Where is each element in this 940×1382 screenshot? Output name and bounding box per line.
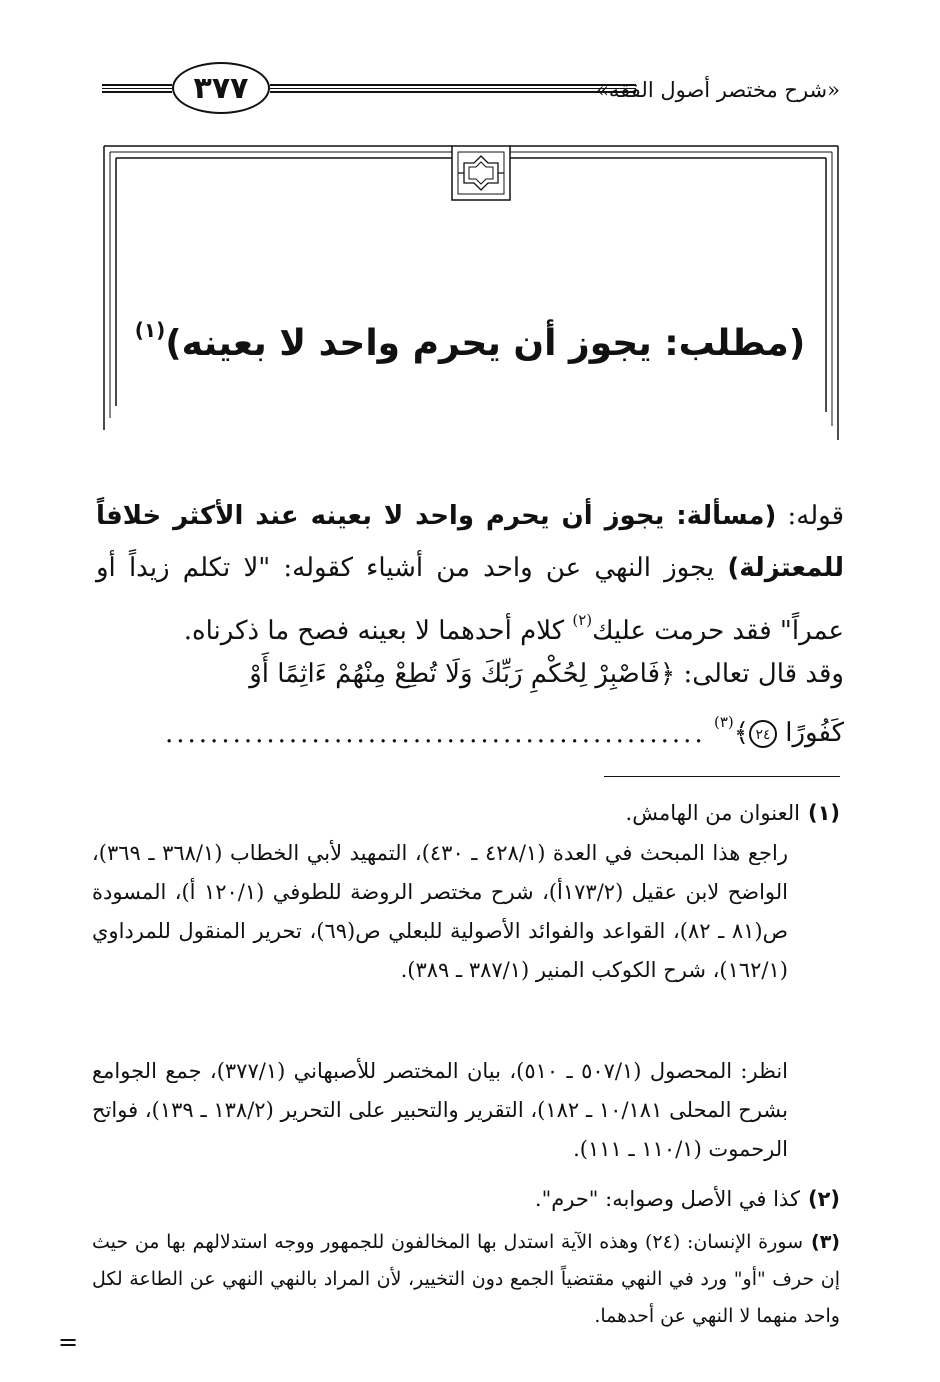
verse-text-2: كَفُورًا: [785, 718, 844, 748]
para1-intro: قوله:: [776, 501, 844, 531]
footnote-2-number: (٢): [807, 1187, 840, 1211]
verse-text-1: ﴿فَاصْبِرْ لِحُكْمِ رَبِّكَ وَلَا تُطِعْ مِنْهُمْ ءَاثِمًا أَوْ: [249, 659, 676, 689]
para1-rest-a: يجوز النهي عن واحد من أشياء كقوله: "لا تكلم زيداً أو عمراً" فقد حرمت عليك: [96, 553, 844, 646]
continuation-dots: ................................................: [165, 719, 706, 749]
chapter-title-text: (مطلب: يجوز أن يحرم واحد لا بعينه): [165, 323, 806, 364]
footnote-3-text: سورة الإنسان: (٢٤) وهذه الآية استدل بها المخالفون للجمهور ووجه استدلالهم بها من حيث إن حرف "أو" ورد في النهي مقتضياً الجمع دون التخيير، لأن المراد بالنهي النهي عن الطاعة لكل واحد منهما لا النهي عن أحدهما.: [92, 1231, 840, 1327]
footnote-2-text: كذا في الأصل وصوابه: "حرم".: [534, 1187, 800, 1211]
para1-rest-b: كلام أحدهما لا بعينه فصح ما ذكرناه.: [183, 616, 573, 646]
para2-footnote-ref: (٣): [713, 713, 734, 731]
verse-line-2: [96, 696, 844, 760]
ornament-icon: [452, 146, 510, 200]
verse-close: ﴾: [733, 718, 749, 748]
running-title: «شرح مختصر أصول الفقه»: [596, 78, 840, 102]
footnote-separator: [604, 776, 840, 777]
ayah-number-mark: ٢٤: [749, 720, 777, 748]
para2-intro: وقد قال تعالى:: [675, 659, 844, 689]
chapter-frame: [0, 0, 940, 460]
footnote-3: [92, 1224, 840, 1335]
footnote-1-references: راجع هذا المبحث في العدة (٤٢٨/١ ـ ٤٣٠)، التمهيد لأبي الخطاب (٣٦٨/١ ـ ٣٦٩)، الواضح لابن عقيل (١٧٣/٢أ)، شرح مختصر الروضة للطوفي (١٢٠/١ أ)، المسودة ص(٨١ ـ ٨٢)، القواعد والفوائد الأصولية للبعلي ص(٦٩)، تحرير المنقول للمرداوي (١٦٢/١)، شرح الكوكب المنير (٣٨٧/١ ـ ٣٨٩).: [92, 841, 788, 982]
para1-footnote-ref: (٢): [572, 611, 593, 629]
margin-mark: =: [58, 1328, 79, 1356]
footnote-1-see-also: انظر: المحصول (٥٠٧/١ ـ ٥١٠)، بيان المختصر للأصبهاني (٣٧٧/١)، جمع الجوامع بشرح المحلى ١٠/١٨١ ـ ١٨٢)، التقرير والتحبير على التحرير (١٣٨/٢ ـ ١٣٩)، فواتح الرحموت (١١٠/١ ـ ١١١).: [92, 1059, 788, 1161]
page-number-text: ٣٧٧: [193, 70, 249, 106]
footnote-2: [92, 1180, 840, 1219]
chapter-title: [120, 318, 820, 364]
footnote-1-text: العنوان من الهامش.: [625, 801, 800, 825]
body-paragraph-1: [96, 490, 844, 657]
footnote-3-number: (٣): [811, 1231, 840, 1253]
verse-line-1: [96, 648, 844, 700]
chapter-footnote-ref: (١): [134, 318, 166, 342]
footnote-1-number: (١): [807, 801, 840, 825]
para1-bold-quote: (مسألة: يجوز أن يحرم واحد لا بعينه عند الأكثر خلافاً للمعتزلة): [96, 501, 844, 583]
footnote-1: [92, 794, 840, 833]
